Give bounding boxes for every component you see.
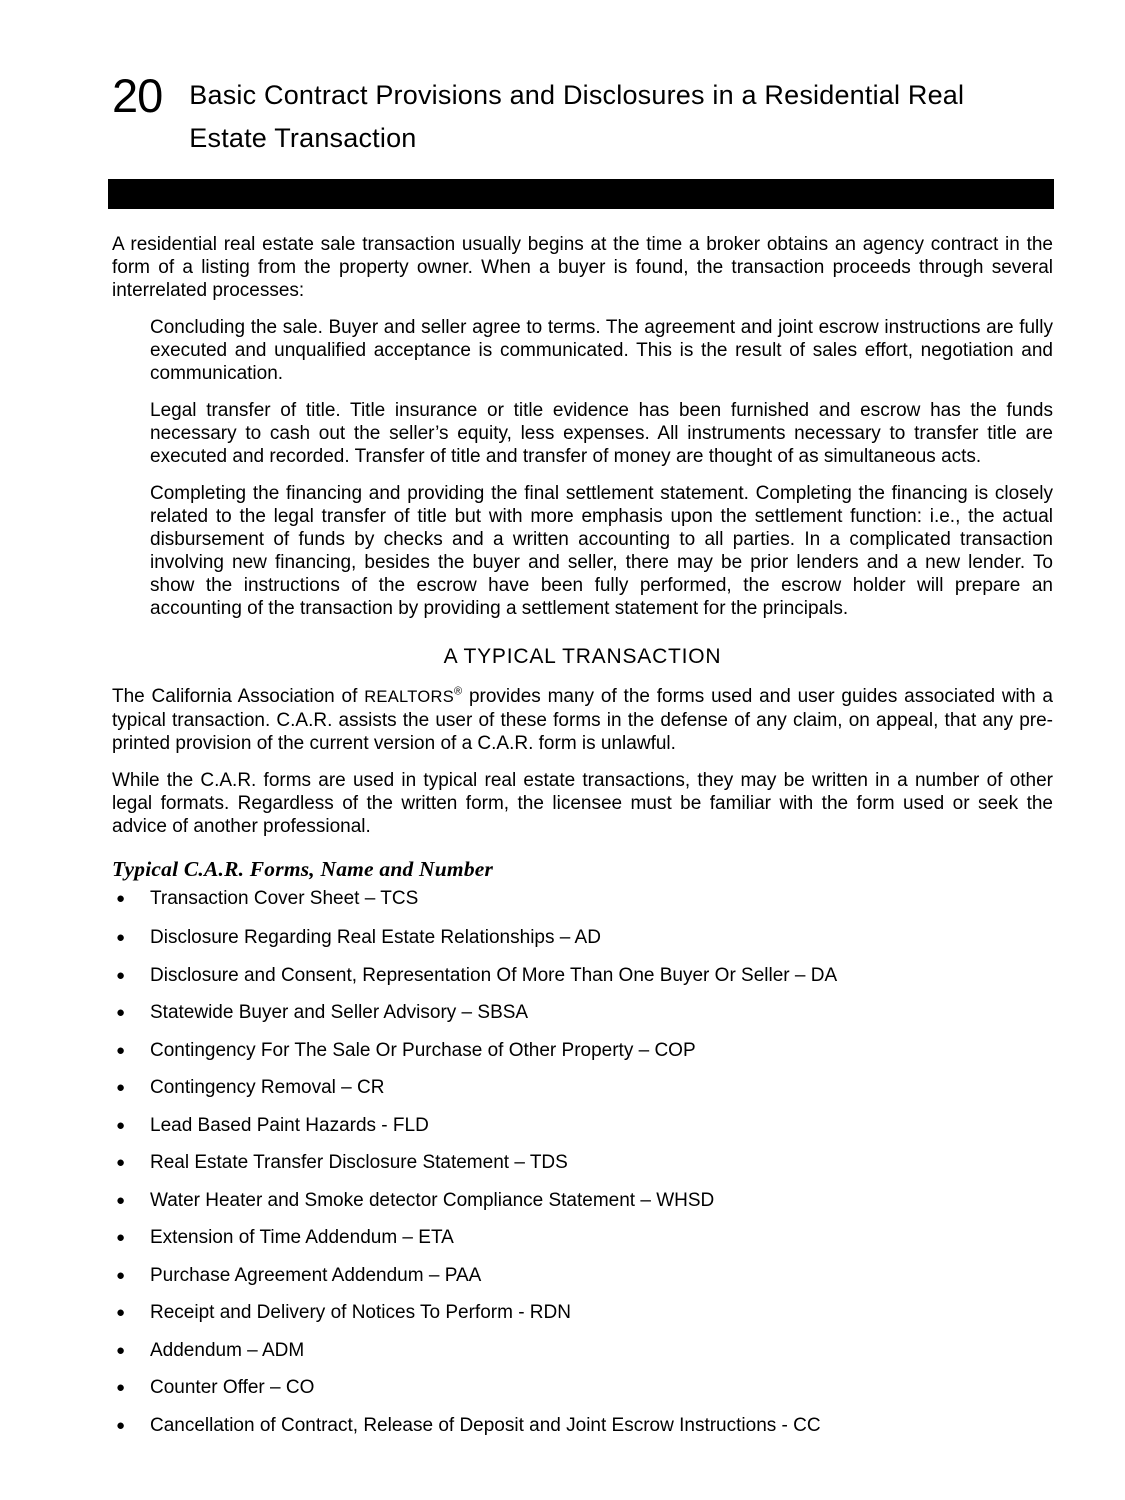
bullet-icon: ● (116, 929, 126, 946)
list-item-da (112, 964, 1053, 987)
list-item-label: Contingency Removal – CR (150, 1077, 385, 1098)
chapter-header (112, 69, 1053, 160)
process-paragraph-concluding-sale: Concluding the sale. Buyer and seller agree to terms. The agreement and joint escrow instructions are fully executed and unqualified acceptance is communicated. This is the result of sales effort, negotiation and communication. (150, 317, 1053, 384)
list-item-label: Receipt and Delivery of Notices To Perform - RDN (150, 1302, 571, 1323)
list-item-cc (112, 1414, 1053, 1437)
bullet-icon: ● (116, 890, 126, 907)
list-item-label: Counter Offer – CO (150, 1377, 315, 1398)
bullet-icon: ● (116, 966, 126, 984)
forms-list-heading: Typical C.A.R. Forms, Name and Number (112, 857, 494, 881)
bullet-icon: ● (116, 1079, 126, 1096)
car-association-paragraph (112, 685, 1053, 755)
bullet-icon: ● (116, 1341, 126, 1359)
bullet-icon: ● (116, 1229, 126, 1246)
list-item-paa (112, 1264, 1053, 1287)
bullet-icon: ● (116, 1191, 126, 1209)
list-item-rdn (112, 1301, 1053, 1324)
list-item-tcs (112, 887, 1053, 910)
list-item-label: Real Estate Transfer Disclosure Statement – TDS (150, 1152, 568, 1173)
list-item-label: Addendum – ADM (150, 1339, 305, 1361)
list-item-label: Cancellation of Contract, Release of Deposit and Joint Escrow Instructions - CC (150, 1414, 821, 1436)
list-item-tds (112, 1151, 1053, 1174)
list-item-label: Disclosure Regarding Real Estate Relationships – AD (150, 927, 601, 948)
list-item-label: Contingency For The Sale Or Purchase of Other Property – COP (150, 1039, 696, 1061)
list-item-label: Water Heater and Smoke detector Compliance Statement – WHSD (150, 1189, 715, 1211)
while-forms-paragraph: While the C.A.R. forms are used in typical real estate transactions, they may be written in a number of other legal formats. Regardless of the written form, the licensee must be familiar with the form used or seek the advice of another professional. (112, 770, 1053, 837)
chapter-title: Basic Contract Provisions and Disclosures in a Residential Real Estate Transaction (189, 80, 965, 153)
list-item-label: Disclosure and Consent, Representation Of More Than One Buyer Or Seller – DA (150, 964, 838, 986)
list-item-adm (112, 1339, 1053, 1362)
bullet-icon: ● (116, 1266, 126, 1284)
process-paragraph-legal-transfer: Legal transfer of title. Title insurance or title evidence has been furnished and escrow has the funds necessary to cash out the seller’s equity, less expenses. All instruments necessary to transfer title are executed and recorded. Transfer of title and transfer of money are thought of as simultaneous acts. (150, 400, 1053, 467)
list-item-cop (112, 1039, 1053, 1062)
list-item-label: Statewide Buyer and Seller Advisory – SBSA (150, 1002, 529, 1023)
bullet-icon: ● (116, 1379, 126, 1396)
list-item-cr (112, 1076, 1053, 1099)
bullet-icon: ● (116, 1116, 126, 1134)
list-item-label: Transaction Cover Sheet – TCS (150, 888, 419, 909)
bullet-icon: ● (116, 1304, 126, 1321)
bullet-icon: ● (116, 1416, 126, 1434)
chapter-number: 20 (112, 69, 163, 122)
intro-paragraph: A residential real estate sale transaction usually begins at the time a broker obtains an agency contract in the form of a listing from the property owner. When a buyer is found, the transaction proceeds through several interrelated processes: (112, 234, 1053, 301)
list-item-eta (112, 1226, 1053, 1249)
section-heading-typical-transaction: A TYPICAL TRANSACTION (443, 645, 722, 668)
list-item-sbsa (112, 1001, 1053, 1024)
list-item-label: Extension of Time Addendum – ETA (150, 1227, 454, 1248)
list-item-fld (112, 1114, 1053, 1137)
list-item-ad (112, 926, 1053, 949)
realtors-trademark: REALTORS (364, 688, 455, 706)
list-item-label: Purchase Agreement Addendum – PAA (150, 1264, 482, 1286)
car-forms-list (112, 887, 1053, 1437)
bullet-icon: ● (116, 1004, 126, 1021)
bullet-icon: ● (116, 1154, 126, 1171)
car-paragraph-text-after: provides many of the forms used and user guides associated with a typical transaction. C.A.R. assists the user of these forms in the defense of any claim, on appeal, that any pre-printed provision of the current version of a C.A.R. form is unlawful. (112, 686, 1053, 754)
list-item-whsd (112, 1189, 1053, 1212)
bullet-icon: ● (116, 1041, 126, 1059)
section-divider-bar (108, 179, 1054, 209)
list-item-label: Lead Based Paint Hazards - FLD (150, 1114, 429, 1136)
car-paragraph-text: The California Association of (112, 686, 365, 707)
list-item-co (112, 1376, 1053, 1399)
process-paragraph-completing-financing: Completing the financing and providing the final settlement statement. Completing the financing is closely related to the legal transfer of title but with more emphasis upon the settlement function: i.e., the actual disbursement of funds by checks and a written accounting to all parties. In a complicated transaction involving new financing, besides the buyer and seller, there may be prior lenders and a new lender. To show the instructions of the escrow have been fully performed, the escrow holder will prepare an accounting of the transaction by providing a settlement statement for the principals. (150, 483, 1053, 619)
registered-mark: ® (454, 685, 463, 698)
